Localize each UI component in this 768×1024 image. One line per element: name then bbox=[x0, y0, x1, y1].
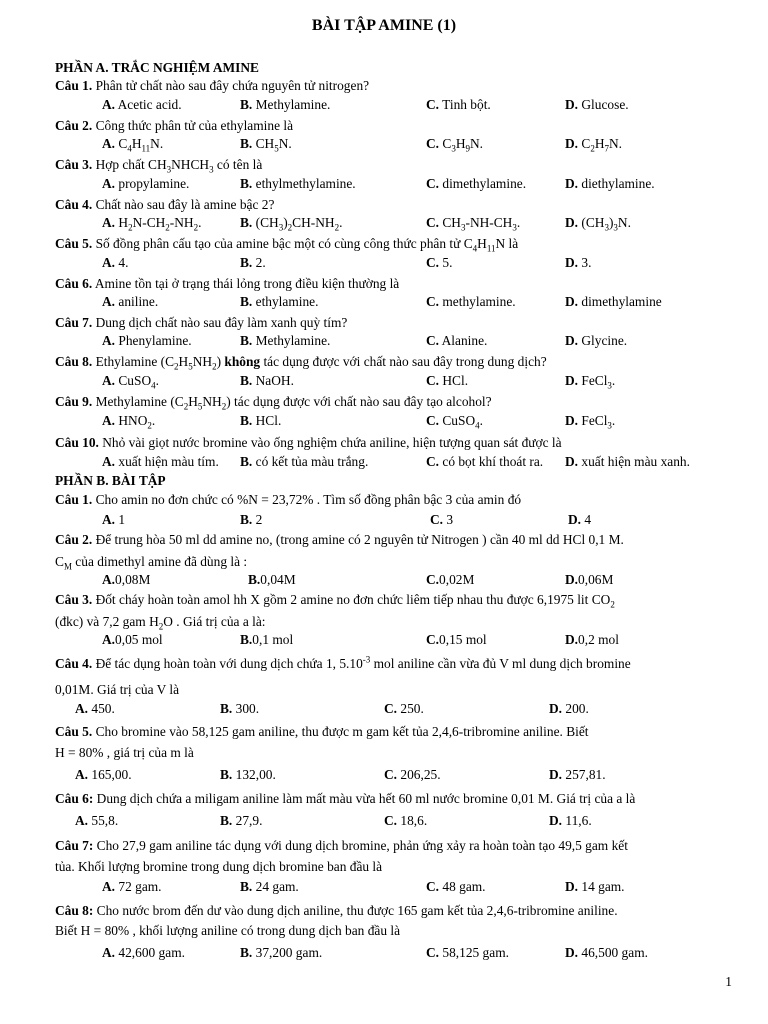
answer-option-a: A.0,08M bbox=[102, 572, 151, 587]
answer-option-c: C. 18,6. bbox=[384, 813, 428, 828]
part-a-question-3 bbox=[55, 155, 725, 175]
part-a-question-2 bbox=[55, 116, 725, 136]
question-number: Câu 4. bbox=[55, 197, 93, 212]
question-number: Câu 3. bbox=[55, 157, 93, 172]
answer-option-b: B. 24 gam. bbox=[240, 879, 299, 894]
answer-option-a: A. $C_4H_{11}N$. bbox=[102, 136, 164, 154]
answer-option-d: D. 14 gam. bbox=[565, 879, 625, 894]
answer-option-b: B. có kết tủa màu trắng. bbox=[240, 454, 369, 469]
part-a-options-3 bbox=[0, 174, 768, 194]
answer-option-a: A. $H_2N-CH_2-NH_2$. bbox=[102, 215, 202, 233]
part-b-options-4 bbox=[0, 699, 768, 719]
question-number: Câu 2. bbox=[55, 532, 93, 547]
part-a-question-8 bbox=[55, 352, 725, 372]
question-text: Phân tử chất nào sau đây chứa nguyên tử nitrogen? bbox=[92, 78, 370, 93]
question-number: Câu 7: bbox=[55, 838, 94, 853]
answer-option-a: A. 165,00. bbox=[75, 767, 132, 782]
answer-option-d: D. FeCl$_3$. bbox=[565, 413, 616, 431]
part-a-question-10 bbox=[55, 433, 725, 453]
answer-option-a: A. 55,8. bbox=[75, 813, 119, 828]
answer-option-c: C. 3 bbox=[430, 512, 454, 527]
question-text: Dung dịch chứa a miligam aniline làm mất màu vừa hết 60 ml nước bromine 0,01 M. Giá trị của a là bbox=[93, 791, 636, 806]
question-text: Cho 27,9 gam aniline tác dụng với dung dịch bromine, phản ứng xảy ra hoàn toàn tạo 49,5 gam kết bbox=[93, 838, 628, 853]
answer-option-a: A. 72 gam. bbox=[102, 879, 162, 894]
answer-option-b: B. ethylamine. bbox=[240, 294, 319, 309]
answer-option-a: A. Phenylamine. bbox=[102, 333, 192, 348]
answer-option-c: C.0,02M bbox=[426, 572, 475, 587]
answer-option-a: A. xuất hiện màu tím. bbox=[102, 454, 219, 469]
answer-option-b: B. Methylamine. bbox=[240, 333, 331, 348]
answer-option-d: D. $C_2H_7N$. bbox=[565, 136, 623, 154]
part-b-options-8 bbox=[0, 943, 768, 963]
part-b-question-6 bbox=[55, 789, 725, 809]
question-number: Câu 8: bbox=[55, 903, 94, 918]
answer-option-c: C. HCl. bbox=[426, 373, 469, 388]
page-title: BÀI TẬP AMINE (1) bbox=[311, 17, 457, 34]
question-text-continued: tủa. Khối lượng bromine trong dung dịch bromine ban đầu là bbox=[55, 858, 383, 874]
answer-option-d: D. 257,81. bbox=[549, 767, 606, 782]
part-a-question-4 bbox=[55, 195, 725, 215]
answer-option-b: B. Methylamine. bbox=[240, 97, 331, 112]
section-b-heading: PHẦN B. BÀI TẬP bbox=[55, 473, 166, 488]
question-number: Câu 1. bbox=[55, 492, 93, 507]
answer-option-b: B. 37,200 gam. bbox=[240, 945, 323, 960]
answer-option-b: B. 300. bbox=[220, 701, 260, 716]
question-text-continued: $C_M$ của dimethyl amine đã dùng là : bbox=[55, 553, 248, 572]
question-number: Câu 1. bbox=[55, 78, 93, 93]
answer-option-a: A. propylamine. bbox=[102, 176, 190, 191]
answer-option-b: B. HCl. bbox=[240, 413, 282, 428]
part-b-question-4 bbox=[55, 654, 725, 699]
part-a-question-7 bbox=[55, 313, 725, 333]
answer-option-c: C. $C_3H_9N$. bbox=[426, 136, 484, 154]
question-text: Hợp chất $CH_3NHCH_3$ có tên là bbox=[92, 157, 263, 175]
answer-option-a: A. 1 bbox=[102, 512, 126, 527]
answer-option-c: C. có bọt khí thoát ra. bbox=[426, 454, 544, 469]
answer-option-c: C. 58,125 gam. bbox=[426, 945, 509, 960]
answer-option-b: B. ethylmethylamine. bbox=[240, 176, 356, 191]
part-b-options-3 bbox=[0, 630, 768, 650]
question-number: Câu 9. bbox=[55, 394, 93, 409]
part-b-options-5 bbox=[0, 765, 768, 785]
answer-option-b: B. NaOH. bbox=[240, 373, 294, 388]
question-text: Để trung hòa 50 ml dd amine no, (trong amine có 2 nguyên tử Nitrogen ) cần 40 ml dd HCl 0,1 M. bbox=[92, 532, 624, 547]
question-number: Câu 6. bbox=[55, 276, 93, 291]
answer-option-b: B. 27,9. bbox=[220, 813, 263, 828]
answer-option-a: A.0,05 mol bbox=[102, 632, 163, 647]
part-a-options-9 bbox=[0, 411, 768, 431]
question-text: Số đồng phân cấu tạo của amine bậc một có cùng công thức phân tử $C_4H_{11}N$ là bbox=[92, 236, 519, 254]
question-text-continued: H = 80% , giá trị của m là bbox=[55, 744, 194, 760]
question-number: Câu 10. bbox=[55, 435, 99, 450]
part-a-question-9 bbox=[55, 392, 725, 412]
answer-option-d: D. diethylamine. bbox=[565, 176, 655, 191]
question-number: Câu 7. bbox=[55, 315, 93, 330]
question-text: Cho bromine vào 58,125 gam aniline, thu được m gam kết tủa 2,4,6-tribromine aniline. Biết bbox=[92, 724, 589, 739]
answer-option-a: A. $HNO_2$. bbox=[102, 413, 156, 431]
answer-option-a: A. CuSO$_4$. bbox=[102, 373, 159, 391]
answer-option-b: B. $CH_5N$. bbox=[240, 136, 292, 154]
part-b-options-6 bbox=[0, 811, 768, 831]
answer-option-d: D. xuất hiện màu xanh. bbox=[565, 454, 690, 469]
part-a-options-4 bbox=[0, 213, 768, 233]
part-a-options-1 bbox=[0, 95, 768, 115]
page-number: 1 bbox=[725, 974, 732, 989]
question-text: Cho amin no đơn chức có %N = 23,72% . Tìm số đồng phân bậc 3 của amin đó bbox=[92, 492, 522, 507]
answer-option-d: D. 11,6. bbox=[549, 813, 592, 828]
question-text-continued: (đkc) và 7,2 gam $H_2O$ . Giá trị của a là: bbox=[55, 613, 266, 632]
question-text-continued: Biết H = 80% , khối lượng aniline có trong dung dịch ban đầu là bbox=[55, 922, 401, 938]
answer-option-c: C. $CH_3-NH-CH_3$. bbox=[426, 215, 521, 233]
answer-option-c: C.0,15 mol bbox=[426, 632, 487, 647]
part-b-question-5 bbox=[55, 722, 725, 762]
answer-option-b: B. 2. bbox=[240, 255, 266, 270]
part-b-options-7 bbox=[0, 877, 768, 897]
part-a-options-5 bbox=[0, 253, 768, 273]
answer-option-b: B.0,1 mol bbox=[240, 632, 294, 647]
question-number: Câu 5. bbox=[55, 236, 93, 251]
question-text: Ethylamine $(C_2H_5NH_2)$ không tác dụng được với chất nào sau đây trong dung dịch? bbox=[92, 354, 547, 372]
part-a-options-10 bbox=[0, 452, 768, 472]
part-b-question-2 bbox=[55, 530, 725, 571]
answer-option-a: A. 450. bbox=[75, 701, 115, 716]
answer-option-d: D. 4 bbox=[568, 512, 592, 527]
question-text-continued: 0,01M. Giá trị của V là bbox=[55, 681, 180, 697]
answer-option-d: D. FeCl$_3$. bbox=[565, 373, 616, 391]
part-b-question-7 bbox=[55, 836, 725, 876]
part-a-question-5 bbox=[55, 234, 725, 254]
part-b-question-3 bbox=[55, 590, 725, 631]
answer-option-d: D. $(CH_3)_3N$. bbox=[565, 215, 631, 233]
answer-option-d: D. 200. bbox=[549, 701, 589, 716]
question-text: Cho nước brom đến dư vào dung dịch aniline, thu được 165 gam kết tủa 2,4,6-tribromine aniline. bbox=[93, 903, 618, 918]
part-a-options-7 bbox=[0, 331, 768, 351]
answer-option-d: D. 3. bbox=[565, 255, 592, 270]
answer-option-d: D. 46,500 gam. bbox=[565, 945, 648, 960]
question-text: Công thức phân tử của ethylamine là bbox=[92, 118, 294, 133]
question-text: Nhỏ vài giọt nước bromine vào ống nghiệm chứa aniline, hiện tượng quan sát được là bbox=[98, 435, 562, 450]
answer-option-c: C. CuSO$_4$. bbox=[426, 413, 483, 431]
question-number: Câu 5. bbox=[55, 724, 93, 739]
question-number: Câu 2. bbox=[55, 118, 93, 133]
part-a-question-1 bbox=[55, 76, 725, 96]
answer-option-c: C. dimethylamine. bbox=[426, 176, 527, 191]
question-number: Câu 6: bbox=[55, 791, 94, 806]
question-number: Câu 4. bbox=[55, 656, 93, 671]
answer-option-c: C. 206,25. bbox=[384, 767, 441, 782]
part-a-options-2 bbox=[0, 134, 768, 154]
answer-option-c: C. methylamine. bbox=[426, 294, 516, 309]
question-text: Chất nào sau đây là amine bậc 2? bbox=[92, 197, 275, 212]
answer-option-b: B. 2 bbox=[240, 512, 263, 527]
answer-option-b: B.0,04M bbox=[248, 572, 296, 587]
answer-option-a: A. 42,600 gam. bbox=[102, 945, 185, 960]
question-text: Đốt cháy hoàn toàn amol hh X gồm 2 amine no đơn chức liêm tiếp nhau thu được 6,1975 lit $CO_2$ bbox=[92, 592, 615, 610]
part-a-options-8 bbox=[0, 371, 768, 391]
question-text: Amine tồn tại ở trạng thái lỏng trong điều kiện thường là bbox=[92, 276, 400, 291]
question-number: Câu 8. bbox=[55, 354, 93, 369]
answer-option-c: C. Alanine. bbox=[426, 333, 488, 348]
part-b-options-2 bbox=[0, 570, 768, 590]
part-b-options-1 bbox=[0, 510, 768, 530]
answer-option-d: D. Glucose. bbox=[565, 97, 629, 112]
part-a-question-6 bbox=[55, 274, 725, 294]
answer-option-d: D. dimethylamine bbox=[565, 294, 662, 309]
answer-option-a: A. aniline. bbox=[102, 294, 159, 309]
answer-option-c: C. 5. bbox=[426, 255, 453, 270]
answer-option-d: D.0,2 mol bbox=[565, 632, 619, 647]
question-number: Câu 3. bbox=[55, 592, 93, 607]
question-text: Methylamine $(C_2H_5NH_2)$ tác dụng được với chất nào sau đây tạo alcohol? bbox=[92, 394, 492, 412]
answer-option-c: C. 250. bbox=[384, 701, 424, 716]
part-b-question-8 bbox=[55, 901, 725, 940]
answer-option-c: C. 48 gam. bbox=[426, 879, 486, 894]
answer-option-a: A. 4. bbox=[102, 255, 129, 270]
part-a-options-6 bbox=[0, 292, 768, 312]
answer-option-d: D.0,06M bbox=[565, 572, 614, 587]
answer-option-b: B. $(CH_3)_2CH-NH_2$. bbox=[240, 215, 343, 233]
question-text: Để tác dụng hoàn toàn với dung dịch chứa 1, $5.10^{-3}$ mol aniline cần vừa đủ V ml dung dịch bromine bbox=[92, 654, 631, 671]
answer-option-a: A. Acetic acid. bbox=[102, 97, 182, 112]
section-a-heading: PHẦN A. TRẮC NGHIỆM AMINE bbox=[55, 60, 259, 75]
question-text: Dung dịch chất nào sau đây làm xanh quỳ tím? bbox=[92, 315, 348, 330]
part-b-question-1 bbox=[55, 490, 725, 510]
answer-option-c: C. Tinh bột. bbox=[426, 97, 491, 112]
answer-option-b: B. 132,00. bbox=[220, 767, 276, 782]
answer-option-d: D. Glycine. bbox=[565, 333, 628, 348]
